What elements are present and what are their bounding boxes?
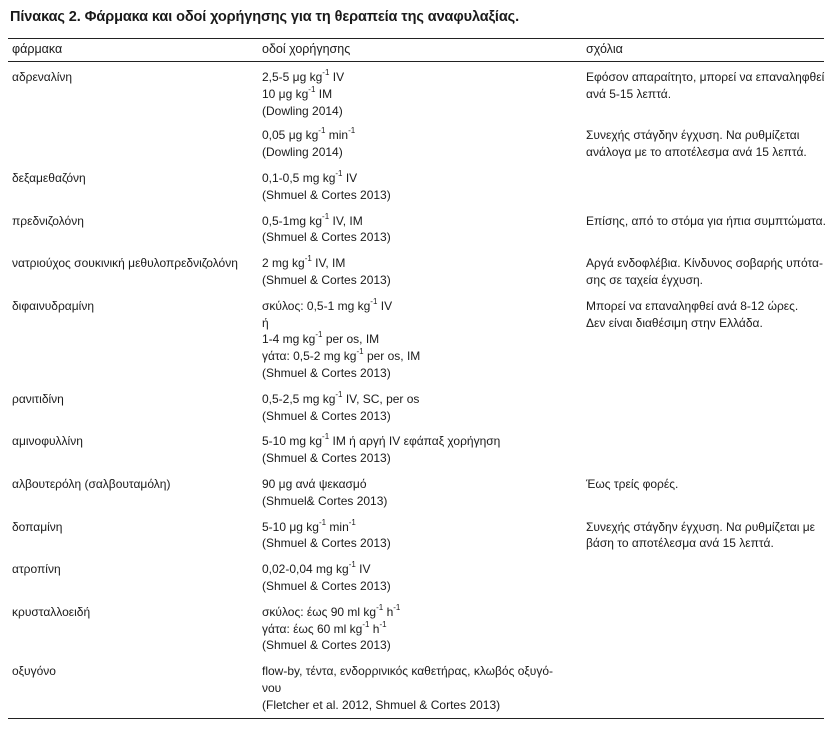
cell-drug: ρανιτιδίνη [12, 391, 64, 406]
route-line: (Shmuel & Cortes 2013) [262, 638, 391, 653]
comment-line: Δεν είναι διαθέσιμη στην Ελλάδα. [586, 315, 763, 330]
cell-route [258, 597, 582, 656]
route-line: (Dowling 2014) [262, 103, 343, 118]
route-line: νου [262, 680, 282, 695]
cell-route [258, 163, 582, 206]
header-comments: σχόλια [582, 39, 824, 62]
cell-comments [582, 426, 824, 469]
table-row [8, 554, 824, 597]
route-line: 1-4 mg $kg^{-1}$ per os, IM [262, 330, 380, 347]
route-line: (Shmuel & Cortes 2013) [262, 187, 391, 202]
cell-route [258, 656, 582, 718]
comment-line: Έως τρείς φορές. [586, 476, 679, 491]
table-row [8, 206, 824, 249]
cell-drug: νατριούχος σουκινική μεθυλοπρεδνιζολόνη [12, 256, 238, 271]
cell-drug: αμινοφυλλίνη [12, 434, 83, 449]
route-line: 5-10 μg $kg^{-1}$ $\min^{-1}$ [262, 517, 356, 534]
comment-line: σης σε ταχεία έγχυση. [586, 272, 704, 287]
comment-line: Αργά ενδοφλέβια. Κίνδυνος σοβαρής υπότα- [586, 256, 823, 271]
route-line: σκύλος: έως 90 ml $kg^{-1}$ $h^{-1}$ [262, 602, 401, 619]
cell-drug: διφαινυδραμίνη [12, 298, 94, 313]
table-row [8, 469, 824, 512]
comment-line: Συνεχής στάγδην έγχυση. Να ρυθμίζεται [586, 128, 800, 143]
route-line: ή [262, 315, 269, 330]
table-body [8, 62, 824, 719]
route-line: (Shmuel & Cortes 2013) [262, 408, 391, 423]
route-line: 2 mg $kg^{-1}$ IV, IM [262, 254, 346, 271]
table-row [8, 656, 824, 718]
route-line: 5-10 mg $kg^{-1}$ IM ή αργή IV εφάπαξ χορήγηση [262, 432, 501, 449]
route-line: 0,5-1mg $kg^{-1}$ IV, IM [262, 211, 363, 228]
comment-line: ανά 5-15 λεπτά. [586, 86, 672, 101]
header-row [8, 39, 824, 62]
cell-comments [582, 384, 824, 427]
route-line: (Dowling 2014) [262, 145, 343, 160]
table-row [8, 248, 824, 291]
route-line: σκύλος: 0,5-1 mg $kg^{-1}$ IV [262, 296, 393, 313]
table-row [8, 121, 824, 163]
route-line: (Fletcher et al. 2012, Shmuel & Cortes 2013) [262, 697, 501, 712]
cell-drug: αδρεναλίνη [12, 70, 73, 84]
comment-line: Εφόσον απαραίτητο, μπορεί να επαναληφθεί [586, 70, 825, 84]
cell-comments [582, 597, 824, 656]
comment-line: Συνεχής στάγδην έγχυση. Να ρυθμίζεται με [586, 519, 815, 534]
cell-comments [582, 554, 824, 597]
table-title: Πίνακας 2. Φάρμακα και οδοί χορήγησης για τη θεραπεία της αναφυλαξίας. [10, 9, 520, 25]
drug-table [8, 38, 824, 719]
cell-comments [582, 512, 824, 555]
cell-route [258, 291, 582, 384]
cell-drug: αλβουτερόλη (σαλβουταμόλη) [12, 476, 171, 491]
table-row [8, 291, 824, 384]
comment-line: ανάλογα με το αποτέλεσμα ανά 15 λεπτά. [586, 145, 807, 160]
comment-line: βάση το αποτέλεσμα ανά 15 λεπτά. [586, 536, 774, 551]
table-row [8, 597, 824, 656]
cell-comments [582, 121, 824, 163]
route-line: 0,02-0,04 mg $kg^{-1}$ IV [262, 560, 371, 577]
cell-drug: ατροπίνη [12, 562, 61, 577]
cell-drug: κρυσταλλοειδή [12, 604, 91, 619]
table-row [8, 426, 824, 469]
table-row [8, 163, 824, 206]
route-line: (Shmuel & Cortes 2013) [262, 230, 391, 245]
route-line: 0,1-0,5 mg $kg^{-1}$ IV [262, 168, 358, 185]
route-line: 10 μg $kg^{-1}$ IM [262, 84, 333, 101]
route-line: 2,5-5 μg $kg^{-1}$ IV [262, 68, 345, 84]
cell-route [258, 426, 582, 469]
cell-comments [582, 62, 824, 122]
route-line: γάτα: 0,5-2 mg $kg^{-1}$ per os, IM [262, 347, 421, 364]
cell-route [258, 469, 582, 512]
cell-route [258, 121, 582, 163]
route-line: 0,05 μg $kg^{-1}$ $\min^{-1}$ [262, 126, 356, 143]
cell-comments [582, 248, 824, 291]
table-row [8, 62, 824, 122]
header-drug: φάρμακα [8, 39, 258, 62]
route-line: (Shmuel & Cortes 2013) [262, 536, 391, 551]
cell-drug: δοπαμίνη [12, 519, 63, 534]
cell-route [258, 512, 582, 555]
comment-line: Επίσης, από το στόμα για ήπια συμπτώματα. [586, 213, 826, 228]
route-line: 90 μg ανά ψεκασμό [262, 476, 367, 491]
cell-drug [8, 121, 258, 163]
cell-comments [582, 163, 824, 206]
header-route: οδοί χορήγησης [258, 39, 582, 62]
cell-route [258, 62, 582, 122]
cell-drug: δεξαμεθαζόνη [12, 170, 86, 185]
table-header [8, 39, 824, 62]
route-line: γάτα: έως 60 ml $kg^{-1}$ $h^{-1}$ [262, 619, 387, 636]
route-line: (Shmuel & Cortes 2013) [262, 272, 391, 287]
cell-drug: πρεδνιζολόνη [12, 213, 84, 228]
table-row [8, 384, 824, 427]
cell-comments [582, 206, 824, 249]
cell-comments [582, 291, 824, 384]
cell-route [258, 554, 582, 597]
route-line: (Shmuel & Cortes 2013) [262, 578, 391, 593]
route-line: 0,5-2,5 mg $kg^{-1}$ IV, SC, per os [262, 389, 420, 406]
cell-comments [582, 469, 824, 512]
cell-route [258, 384, 582, 427]
route-line: (Shmuel & Cortes 2013) [262, 451, 391, 466]
comment-line: Μπορεί να επαναληφθεί ανά 8-12 ώρες. [586, 298, 799, 313]
cell-route [258, 206, 582, 249]
route-line: (Shmuel & Cortes 2013) [262, 365, 391, 380]
cell-drug: οξυγόνο [8, 656, 258, 718]
route-line: (Shmuel& Cortes 2013) [262, 493, 388, 508]
cell-comments [582, 656, 824, 718]
route-line: flow-by, τέντα, ενδορρινικός καθετήρας, κλωβός οξυγό- [262, 664, 553, 679]
cell-route [258, 248, 582, 291]
table-row [8, 512, 824, 555]
